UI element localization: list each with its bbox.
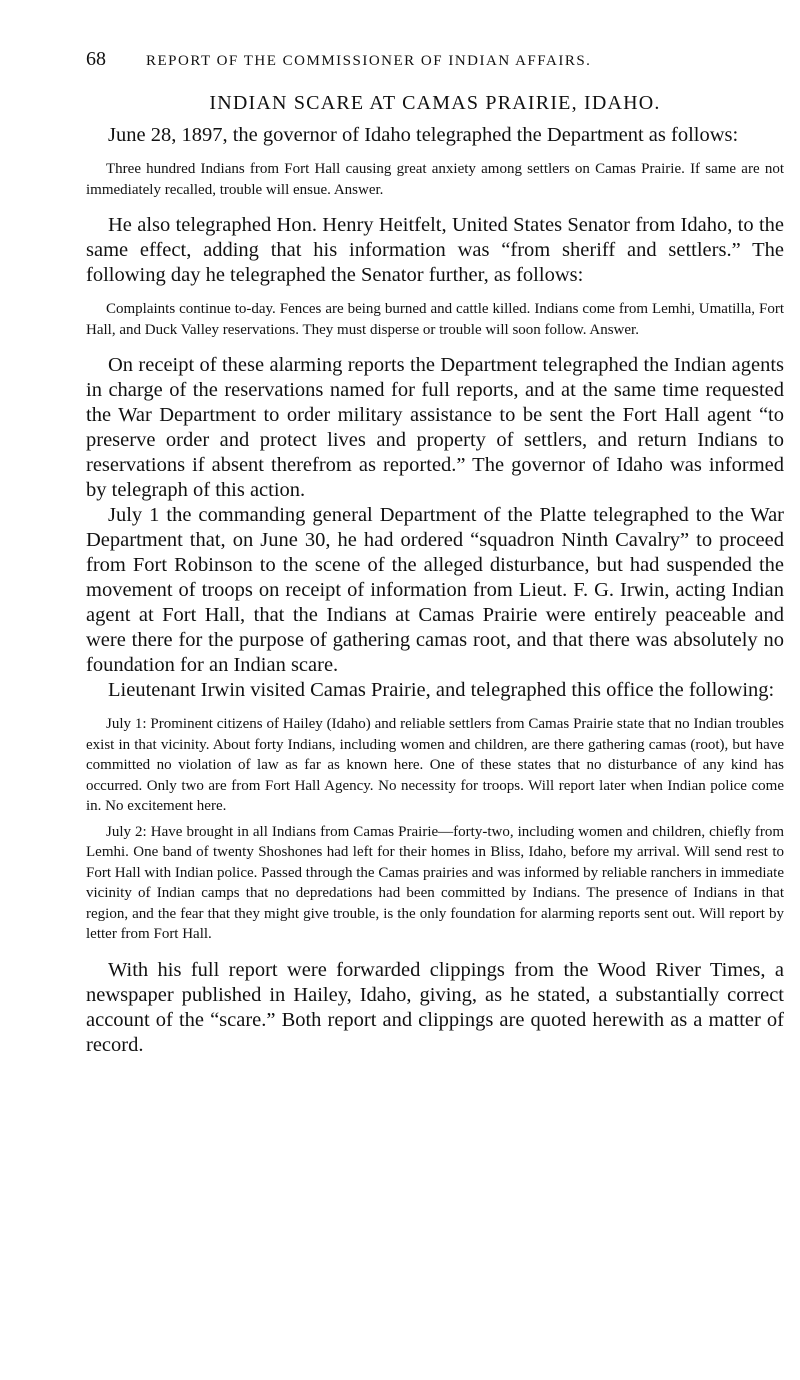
paragraph-irwin-visit: Lieutenant Irwin visited Camas Prairie, and telegraphed this office the following: [108,679,775,701]
quoted-telegram-governor: Three hundred Indians from Fort Hall causing great anxiety among settlers on Camas Prairie. If same are not immediately recalled, trouble will ensue. Answer. [86,161,784,198]
paragraph-governor-telegram-intro: June 28, 1897, the governor of Idaho telegraphed the Department as follows: [108,124,739,146]
running-header [86,48,784,76]
quoted-telegram-july-2: July 2: Have brought in all Indians from Camas Prairie—forty-two, including women and children, chiefly from Lemhi. One band of twenty Shoshones had left for their homes in Bliss, Idaho, before my arrival. Will send rest to Fort Hall with Indian police. Passed through the Camas prairies and was informed by reliable ranchers in immediate vicinity of Indian camps that no depredations had been committed by Indians. The presence of Indians in that region, and the fear that they might give trouble, is the only foundation for alarming reports sent out. Will report by letter from Fort Hall. [86,823,784,942]
paragraph-war-department: July 1 the commanding general Department of the Platte telegraphed to the War Department that, on June 30, he had ordered “squadron Ninth Cavalry” to proceed from Fort Robinson to the scene of the alleged disturbance, but had suspended the movement of troops on receipt of information from Lieut. F. G. Irwin, acting Indian agent at Fort Hall, that the Indians at Camas Prairie were entirely peaceable and were there for the purpose of gathering camas root, and that there was absolutely no foundation for an Indian scare. [86,504,784,676]
running-header-title: REPORT OF THE COMMISSIONER OF INDIAN AFFAIRS. [146,53,592,69]
quoted-telegram-july-1: July 1: Prominent citizens of Hailey (Idaho) and reliable settlers from Camas Prairie state that no Indian troubles exist in that vicinity. About forty Indians, including women and children, are there gathering camas (root), but have committed no violation of law as far as known here. One of these states that no disturbance of any kind has occurred. Only two are from Fort Hall Agency. No necessity for troops. Will report later when Indian police come in. No excitement here. [86,716,784,814]
paragraph-full-report: With his full report were forwarded clippings from the Wood River Times, a newspaper published in Hailey, Idaho, giving, as he stated, a substantially correct account of the “scare.” Both report and clippings are quoted herewith as a matter of record. [86,958,784,1056]
paragraph-senator-telegram: He also telegraphed Hon. Henry Heitfelt, United States Senator from Idaho, to the same effect, adding that his information was “from sheriff and settlers.” The following day he telegraphed the Senator further, as follows: [86,214,784,286]
document-page [86,48,784,1058]
paragraph-department-response: On receipt of these alarming reports the Department telegraphed the Indian agents in charge of the reservations named for full reports, and at the same time requested the War Department to order military assistance to be sent the Fort Hall agent “to preserve order and protect lives and property of settlers, and return Indians to reservations if absent therefrom as reported.” The governor of Idaho was informed by telegraph of this action. [86,354,784,501]
quoted-telegram-senator: Complaints continue to-day. Fences are being burned and cattle killed. Indians come from Lemhi, Umatilla, Fort Hall, and Duck Valley reservations. They must disperse or trouble will soon follow. Answer. [86,301,784,338]
page-number: 68 [86,48,106,70]
section-title: INDIAN SCARE AT CAMAS PRAIRIE, IDAHO. [209,92,661,114]
